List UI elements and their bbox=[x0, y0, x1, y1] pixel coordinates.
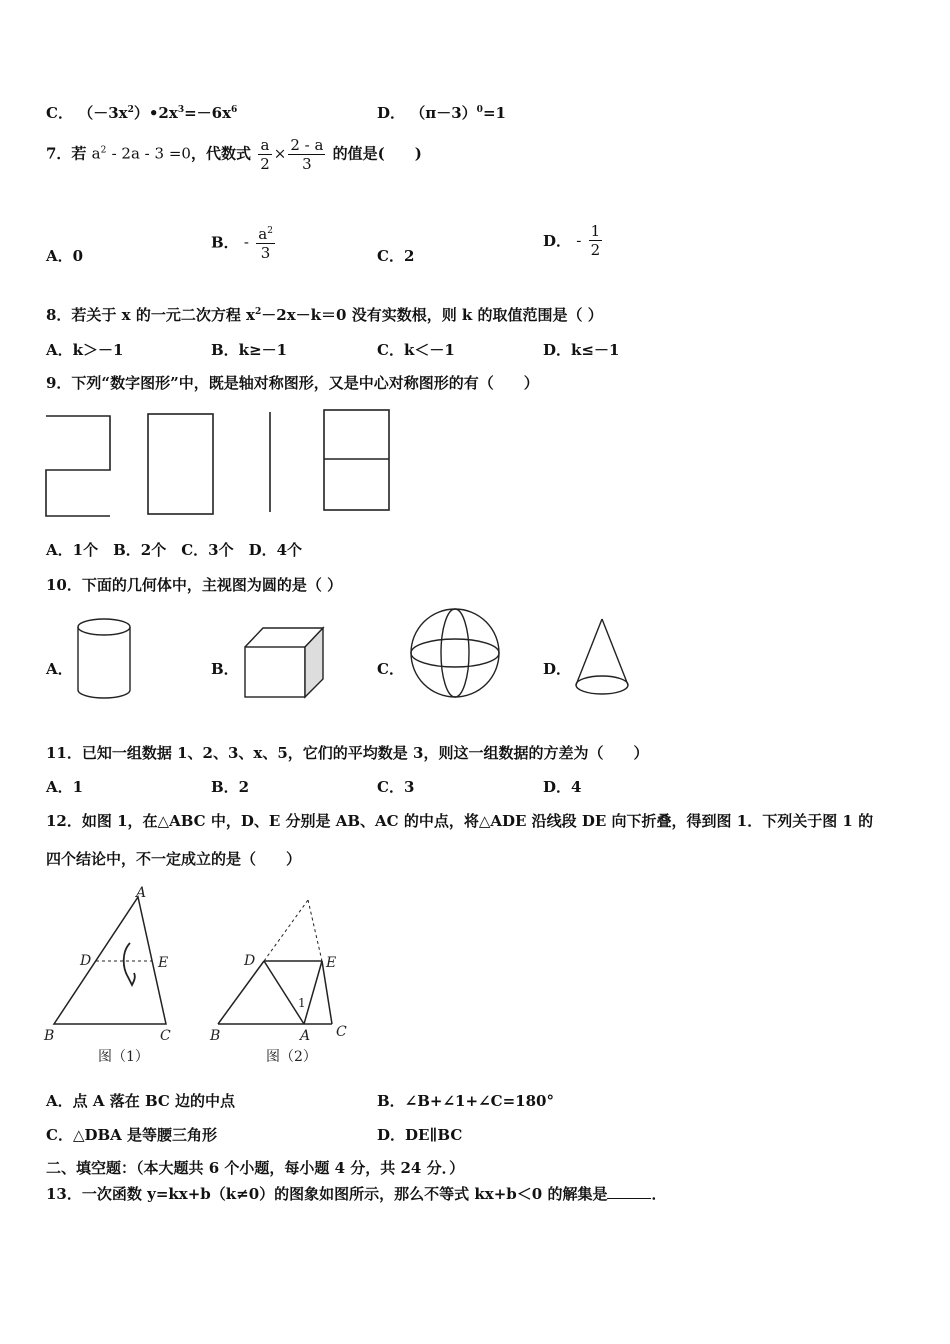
q9-figure-frame bbox=[44, 406, 396, 521]
q11-option-c[interactable]: C．3 bbox=[377, 778, 415, 796]
q11-option-b[interactable]: B．2 bbox=[211, 778, 250, 796]
q10-cylinder-figure[interactable] bbox=[76, 618, 136, 703]
q12-fig2-label-e: E bbox=[326, 955, 337, 971]
q12-fig1-label-a: A bbox=[136, 885, 147, 901]
q12-fig1-label-e: E bbox=[158, 955, 169, 971]
q12-fig1-label-d: D bbox=[80, 953, 92, 969]
q12-figure-2 bbox=[208, 885, 358, 1065]
q12-option-a[interactable]: A．点 A 落在 BC 边的中点 bbox=[46, 1092, 236, 1110]
q10-stem: 10．下面的几何体中，主视图为圆的是（ ） bbox=[46, 576, 343, 594]
q7-fraction-1: $\frac{a}{2}$ bbox=[260, 136, 270, 173]
q10-option-c-label[interactable]: C． bbox=[377, 660, 404, 678]
q11-stem: 11．已知一组数据 1、2、3、x、5，它们的平均数是 3，则这一组数据的方差为（ ） bbox=[46, 744, 649, 762]
q11-option-a[interactable]: A．1 bbox=[46, 778, 84, 796]
q10-option-b-label[interactable]: B． bbox=[211, 660, 239, 678]
q10-cube-figure[interactable] bbox=[243, 625, 328, 705]
q7-stem: 7．若 $a^2 - 2a - 3 =0$，代数式 $\frac{a}{2}$ × $\frac{2 - a}{3}$ 的值是( ) bbox=[46, 136, 422, 173]
q7-option-d-fraction: $\frac{1}{2}$ bbox=[590, 222, 601, 259]
q10-cone-figure[interactable] bbox=[573, 617, 638, 702]
q12-fig1-label-c: C bbox=[160, 1028, 171, 1044]
q12-option-b[interactable]: B．∠B+∠1+∠C=180° bbox=[377, 1092, 554, 1110]
q9-options[interactable]: A．1个 B．2个 C．3个 D．4个 bbox=[46, 541, 303, 559]
q7-option-c[interactable]: C．2 bbox=[377, 247, 415, 265]
q12-fig1-caption: 图（1） bbox=[98, 1049, 149, 1065]
q13-stem: 13．一次函数 y=kx+b（k≠0）的图象如图所示，那么不等式 kx+b＜0 的解集是 ． bbox=[46, 1185, 667, 1203]
q6-option-c[interactable]: C． $(-3x^2)•2x^3=-6x^6$ bbox=[46, 104, 238, 122]
q12-option-d[interactable]: D．DE∥BC bbox=[377, 1126, 463, 1144]
q10-option-d-label[interactable]: D． bbox=[543, 660, 572, 678]
section-2-heading: 二、填空题：（本大题共 6 个小题，每小题 4 分，共 24 分．） bbox=[46, 1159, 465, 1177]
q12-option-c[interactable]: C．△DBA 是等腰三角形 bbox=[46, 1126, 218, 1144]
q10-option-a-label[interactable]: A． bbox=[46, 660, 73, 678]
q12-fig2-label-c: C bbox=[336, 1024, 347, 1040]
q7-option-d[interactable]: D． - $\frac{1}{2}$ bbox=[543, 222, 601, 259]
q12-stem-line2: 四个结论中，不一定成立的是（ ） bbox=[46, 850, 302, 868]
q12-fig2-label-a: A bbox=[300, 1028, 311, 1044]
q12-stem-line1: 12．如图 1，在△ABC 中，D、E 分别是 AB、AC 的中点，将△ADE 沿线段 DE 向下折叠，得到图 1．下列关于图 1 的 bbox=[46, 812, 874, 830]
q12-fig2-caption: 图（2） bbox=[266, 1049, 317, 1065]
q12-fig2-label-d: D bbox=[244, 953, 256, 969]
q8-stem: 8．若关于 x 的一元二次方程 $x^2-2x-k=0$ 没有实数根，则 k 的取值范围是（ ） bbox=[46, 306, 603, 324]
q6-option-d[interactable]: D． $(\pi-3)^0=1$ bbox=[377, 104, 506, 122]
q7-option-b-fraction: $\frac{a^2}{3}$ bbox=[256, 222, 275, 262]
q8-option-d[interactable]: D．k≤－1 bbox=[543, 341, 620, 359]
q12-figure-1 bbox=[44, 885, 184, 1065]
q12-fig2-label-b: B bbox=[210, 1028, 221, 1044]
q7-option-b[interactable]: B． - $\frac{a^2}{3}$ bbox=[211, 222, 277, 262]
q13-answer-blank[interactable] bbox=[607, 1186, 651, 1199]
q10-sphere-figure[interactable] bbox=[409, 608, 504, 703]
q9-digit-figures bbox=[44, 406, 396, 521]
q8-option-a[interactable]: A．k＞－1 bbox=[46, 341, 124, 359]
q12-fig2-angle-1: 1 bbox=[298, 996, 306, 1010]
q7-option-a[interactable]: A．0 bbox=[46, 247, 84, 265]
q8-option-b[interactable]: B．k≥－1 bbox=[211, 341, 288, 359]
q12-fig1-label-b: B bbox=[44, 1028, 55, 1044]
q8-option-c[interactable]: C．k＜－1 bbox=[377, 341, 455, 359]
q9-stem: 9．下列“数字图形”中，既是轴对称图形，又是中心对称图形的有（ ） bbox=[46, 374, 539, 392]
q11-option-d[interactable]: D．4 bbox=[543, 778, 582, 796]
q7-fraction-2: $\frac{2 - a}{3}$ bbox=[290, 136, 324, 173]
